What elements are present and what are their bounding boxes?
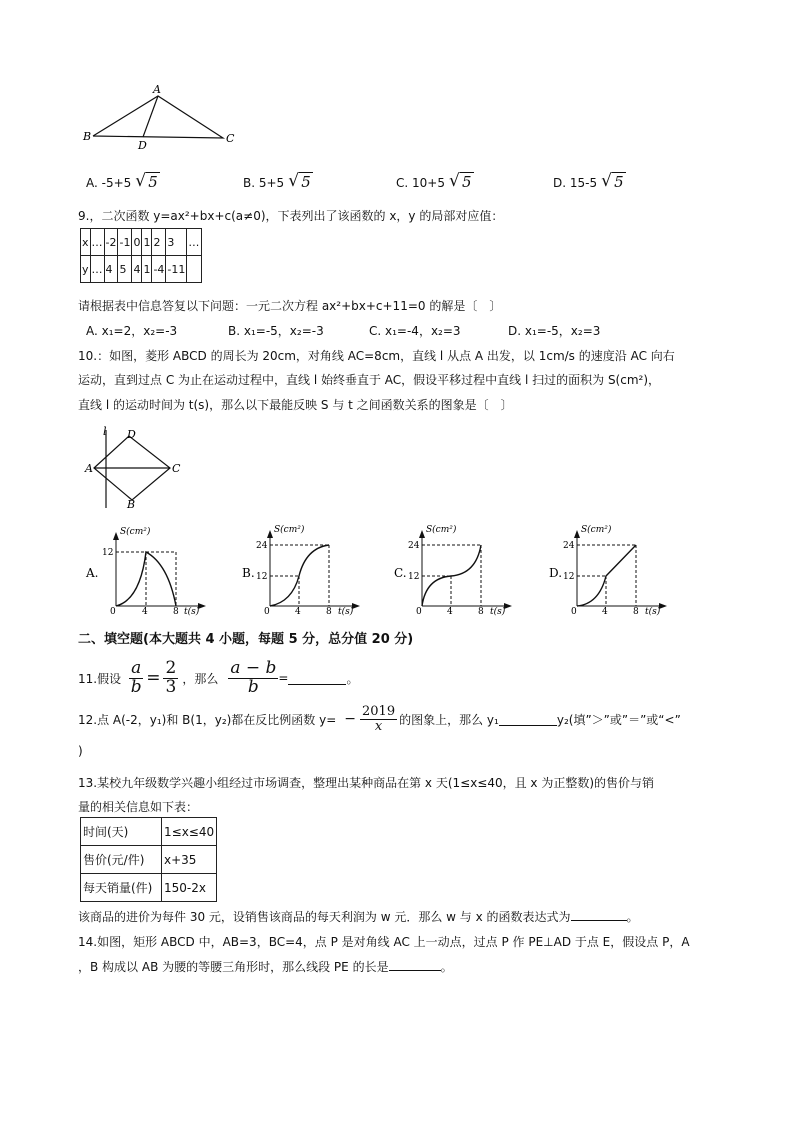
label-c: C (226, 132, 235, 145)
equals-sign: = (146, 668, 161, 688)
label-b: B (83, 130, 92, 143)
q8-option-c-text: C. 10+5 (396, 176, 445, 190)
q8-option-b (243, 172, 313, 191)
y-axis-label: S(cm²) (426, 525, 457, 535)
q9-option-a: A. x₁=2，x₂=-3 (86, 324, 178, 338)
x-tick: 8 (326, 607, 332, 616)
q8-option-a-text: A. -5+5 (86, 176, 132, 190)
sqrt-symbol: √ 5 (448, 171, 472, 191)
q9-option-d: D. x₁=-5，x₂=3 (508, 324, 601, 338)
q8-option-a (86, 172, 160, 191)
q10-line-1: 10.：如图，菱形 ABCD 的周长为 20cm，对角线 AC=8cm，直线 l 从点 A 出发，以 1cm/s 的速度沿 AC 向右 (78, 349, 675, 363)
answer-blank[interactable] (288, 672, 346, 685)
label-a: A (153, 83, 161, 96)
x-tick: 0 (571, 607, 577, 616)
sqrt-symbol: √ 5 (135, 171, 158, 191)
q12 (78, 703, 681, 735)
q11-end: 。 (346, 671, 359, 686)
fraction: $\frac{2}{3}$ (165, 657, 177, 697)
q11-mid: ，那么 (182, 671, 219, 686)
x-tick: 8 (173, 607, 179, 616)
q8-option-d (553, 172, 626, 191)
x-tick: 0 (264, 607, 270, 616)
q14-line-1: 14.如图，矩形 ABCD 中，AB=3，BC=4，点 P 是对角线 AC 上一动点，过点 P 作 PE⊥AD 于点 E，假设点 P，A (78, 935, 690, 949)
q11-prefix: 11.假设 (78, 671, 122, 686)
fraction: $\frac{2019}{x}$ (362, 703, 396, 734)
table-row: 每天销量(件) 150-2x (81, 874, 217, 902)
graph-option-c (392, 522, 522, 616)
q9-option-b: B. x₁=-5，x₂=-3 (228, 324, 324, 338)
q8-option-c (396, 172, 474, 191)
q9-option-c: C. x₁=-4，x₂=3 (369, 324, 461, 338)
x-axis-label: t(s) (338, 607, 354, 616)
option-label: A. (86, 566, 99, 580)
y-axis-label: S(cm²) (274, 525, 305, 535)
section-title: 二、填空题(本大题共 4 小题，每题 5 分，总分值 20 分) (78, 632, 414, 647)
fraction: $\frac{a}{b}$ (130, 657, 142, 697)
rhombus-figure (82, 422, 192, 512)
y-tick: 24 (256, 541, 268, 551)
option-label: B. (242, 566, 255, 580)
q8-option-b-text: B. 5+5 (243, 176, 285, 190)
q10-line-2: 运动，直到过点 C 为止在运动过程中，直线 l 始终垂直于 AC，假设平移过程中直线 l 扫过的面积为 S(cm²)， (78, 373, 661, 387)
triangle-figure (80, 82, 240, 154)
q9-question: 请根据表中信息答复以下问题：一元二次方程 ax²+bx+c+11=0 的解是〔 〕 (78, 299, 502, 313)
graph-option-d (547, 522, 677, 616)
y-tick: 24 (408, 541, 420, 551)
q9-table (80, 228, 202, 283)
x-tick: 0 (416, 607, 422, 616)
y-tick: 12 (102, 548, 114, 558)
table-row: x … -2 -1 0 1 2 3 … (81, 229, 202, 256)
x-tick: 0 (110, 607, 116, 616)
graph-option-a (84, 522, 214, 616)
q12-suffix2: y₂(填”＞”或”＝”或“<” (556, 712, 681, 727)
q9-stem: 9.，二次函数 y=ax²+bx+c(a≠0)，下表列出了该函数的 x，y 的局部对应值： (78, 209, 504, 223)
option-label: C. (394, 566, 407, 580)
x-tick: 4 (295, 607, 301, 616)
label-d: D (127, 428, 136, 441)
label-d: D (138, 139, 147, 152)
q13-table (80, 817, 217, 902)
table-row: 售价(元/件) x+35 (81, 846, 217, 874)
q11-suffix: = (278, 671, 289, 685)
option-label: D. (549, 566, 563, 580)
q13-line-2: 量的相关信息如下表： (78, 800, 199, 814)
q11 (78, 656, 358, 700)
q12-close: ) (78, 744, 83, 758)
fraction: $\frac{a - b}{b}$ (230, 657, 277, 697)
x-axis-label: t(s) (490, 607, 506, 616)
graph-option-b (240, 522, 370, 616)
q12-suffix: 的图象上，那么 y₁ (399, 712, 499, 727)
sqrt-symbol: √ 5 (288, 171, 311, 191)
table-row: 时间(天) 1≤x≤40 (81, 818, 217, 846)
x-axis-label: t(s) (645, 607, 661, 616)
y-axis-label: S(cm²) (581, 525, 612, 535)
label-a: A (85, 462, 93, 475)
y-tick: 12 (408, 572, 420, 582)
q13-after: 该商品的进价为每件 30 元，设销售该商品的每天利润为 w 元．那么 w 与 x 的函数表达式为 。 (78, 910, 639, 924)
y-axis-label: S(cm²) (120, 527, 151, 537)
x-tick: 8 (633, 607, 639, 616)
x-tick: 8 (478, 607, 484, 616)
y-tick: 24 (563, 541, 575, 551)
label-l: l (103, 425, 107, 438)
table-row: y … 4 5 4 1 -4 -11 (81, 256, 202, 283)
x-tick: 4 (602, 607, 608, 616)
q10-line-3: 直线 l 的运动时间为 t(s)，那么以下最能反映 S 与 t 之间函数关系的图象是〔 〕 (78, 398, 513, 412)
q14-line-2: ，B 构成以 AB 为腰的等腰三角形时，那么线段 PE 的长是 。 (78, 960, 453, 974)
q13-line-1: 13.某校九年级数学兴趣小组经过市场调查，整理出某种商品在第 x 天(1≤x≤40，且 x 为正整数)的售价与销 (78, 776, 655, 790)
label-c: C (172, 462, 181, 475)
answer-blank[interactable] (571, 908, 627, 921)
x-tick: 4 (447, 607, 453, 616)
y-tick: 12 (563, 572, 575, 582)
minus-sign: − (344, 711, 357, 727)
answer-blank[interactable] (499, 713, 557, 726)
label-b: B (127, 498, 136, 511)
sqrt-symbol: √ 5 (601, 171, 624, 191)
q8-option-d-text: D. 15-5 (553, 176, 598, 190)
answer-blank[interactable] (389, 958, 441, 971)
x-tick: 4 (142, 607, 148, 616)
x-axis-label: t(s) (184, 607, 200, 616)
q12-prefix: 12.点 A(-2，y₁)和 B(1，y₂)都在反比例函数 y= (78, 712, 337, 727)
y-tick: 12 (256, 572, 268, 582)
